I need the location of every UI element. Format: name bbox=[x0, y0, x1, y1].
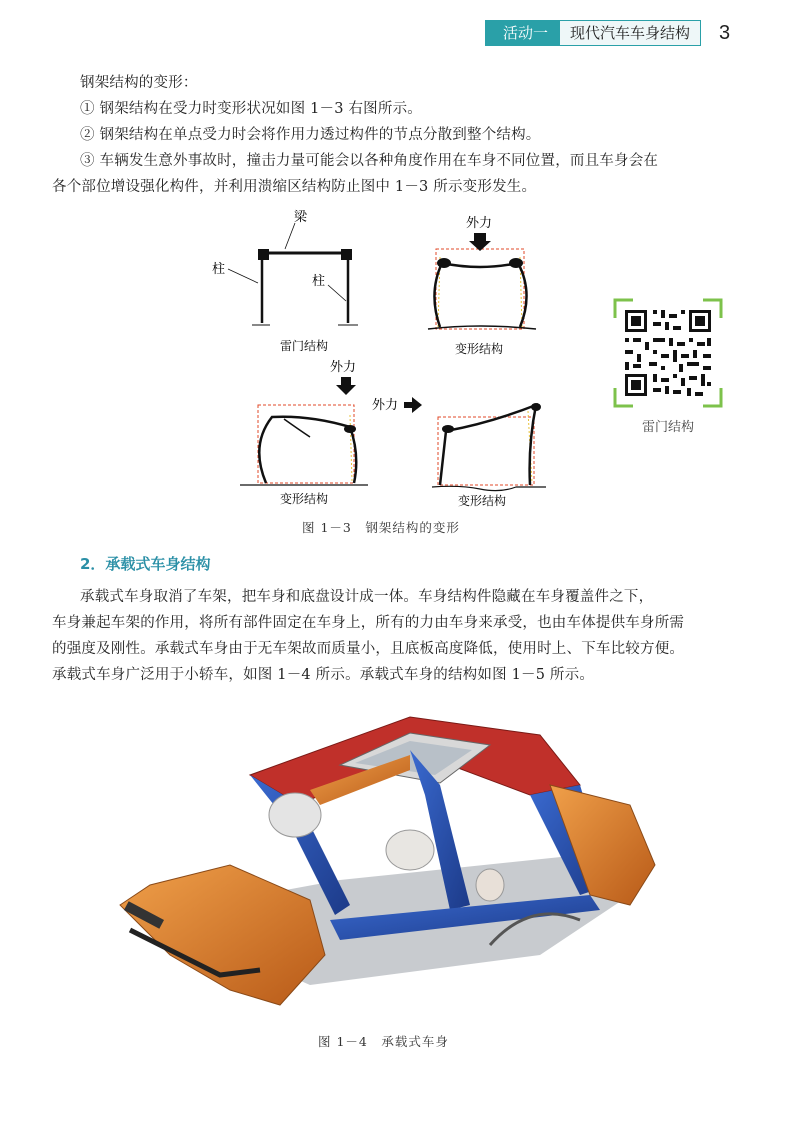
intro-heading: 钢架结构的变形： bbox=[80, 75, 198, 91]
section-line-2: 车身兼起车架的作用，将所有部件固定在车身上，所有的力由车身来承受，也由车体提供车身所需 bbox=[52, 615, 685, 631]
activity-tag: 活动一 bbox=[485, 20, 560, 46]
caption-deformed-1: 变形结构 bbox=[455, 342, 504, 356]
qr-code-label: 雷门结构 bbox=[641, 420, 694, 435]
section-heading: 2．承载式车身结构 bbox=[80, 555, 211, 573]
qr-code[interactable] bbox=[613, 298, 723, 408]
label-force-side: 外力 bbox=[372, 398, 399, 413]
label-force-mid: 外力 bbox=[330, 360, 357, 375]
deformation-top-force bbox=[428, 233, 536, 329]
label-pillar-right: 柱 bbox=[312, 274, 326, 289]
chapter-title: 现代汽车车身结构 bbox=[560, 20, 701, 46]
caption-gate-frame: 雷门结构 bbox=[280, 339, 329, 353]
caption-deformed-3: 变形结构 bbox=[458, 494, 507, 508]
label-force-top: 外力 bbox=[466, 216, 493, 231]
intro-item-2: ② 钢架结构在单点受力时会将作用力透过构件的节点分散到整个结构。 bbox=[80, 127, 541, 143]
intro-item-3: ③ 车辆发生意外事故时，撞击力量可能会以各种角度作用在车身不同位置，而且车身会在 bbox=[80, 153, 659, 169]
section-line-1: 承载式车身取消了车架，把车身和底盘设计成一体。车身结构件隐藏在车身覆盖件之下， bbox=[80, 589, 654, 605]
intro-item-1: ① 钢架结构在受力时变形状况如图 1－3 右图所示。 bbox=[80, 101, 422, 117]
intro-item-3-cont: 各个部位增设强化构件，并利用溃缩区结构防止图中 1－3 所示变形发生。 bbox=[52, 179, 537, 195]
section-line-3: 的强度及刚性。承载式车身由于无车架故而质量小，且底板高度降低，使用时上、下车比较方便。 bbox=[52, 641, 685, 657]
gate-frame-diagram bbox=[228, 223, 358, 325]
deformation-side-force bbox=[404, 397, 546, 491]
figure-1-3-caption: 图 1－3 钢架结构的变形 bbox=[302, 520, 460, 535]
qr-code-graphic bbox=[613, 298, 723, 408]
unibody-car-illustration bbox=[110, 705, 670, 1025]
figure-1-4-caption: 图 1－4 承载式车身 bbox=[318, 1034, 449, 1049]
steel-frame-deformation-figure bbox=[200, 205, 580, 535]
label-pillar-left: 柱 bbox=[212, 262, 226, 277]
section-line-4: 承载式车身广泛用于小轿车，如图 1－4 所示。承载式车身的结构如图 1－5 所示。 bbox=[52, 667, 595, 683]
label-beam: 梁 bbox=[294, 210, 308, 225]
page-number: 3 bbox=[719, 21, 731, 44]
page-header bbox=[485, 20, 730, 46]
caption-deformed-2: 变形结构 bbox=[280, 492, 329, 506]
deformation-offset-force bbox=[240, 377, 368, 485]
